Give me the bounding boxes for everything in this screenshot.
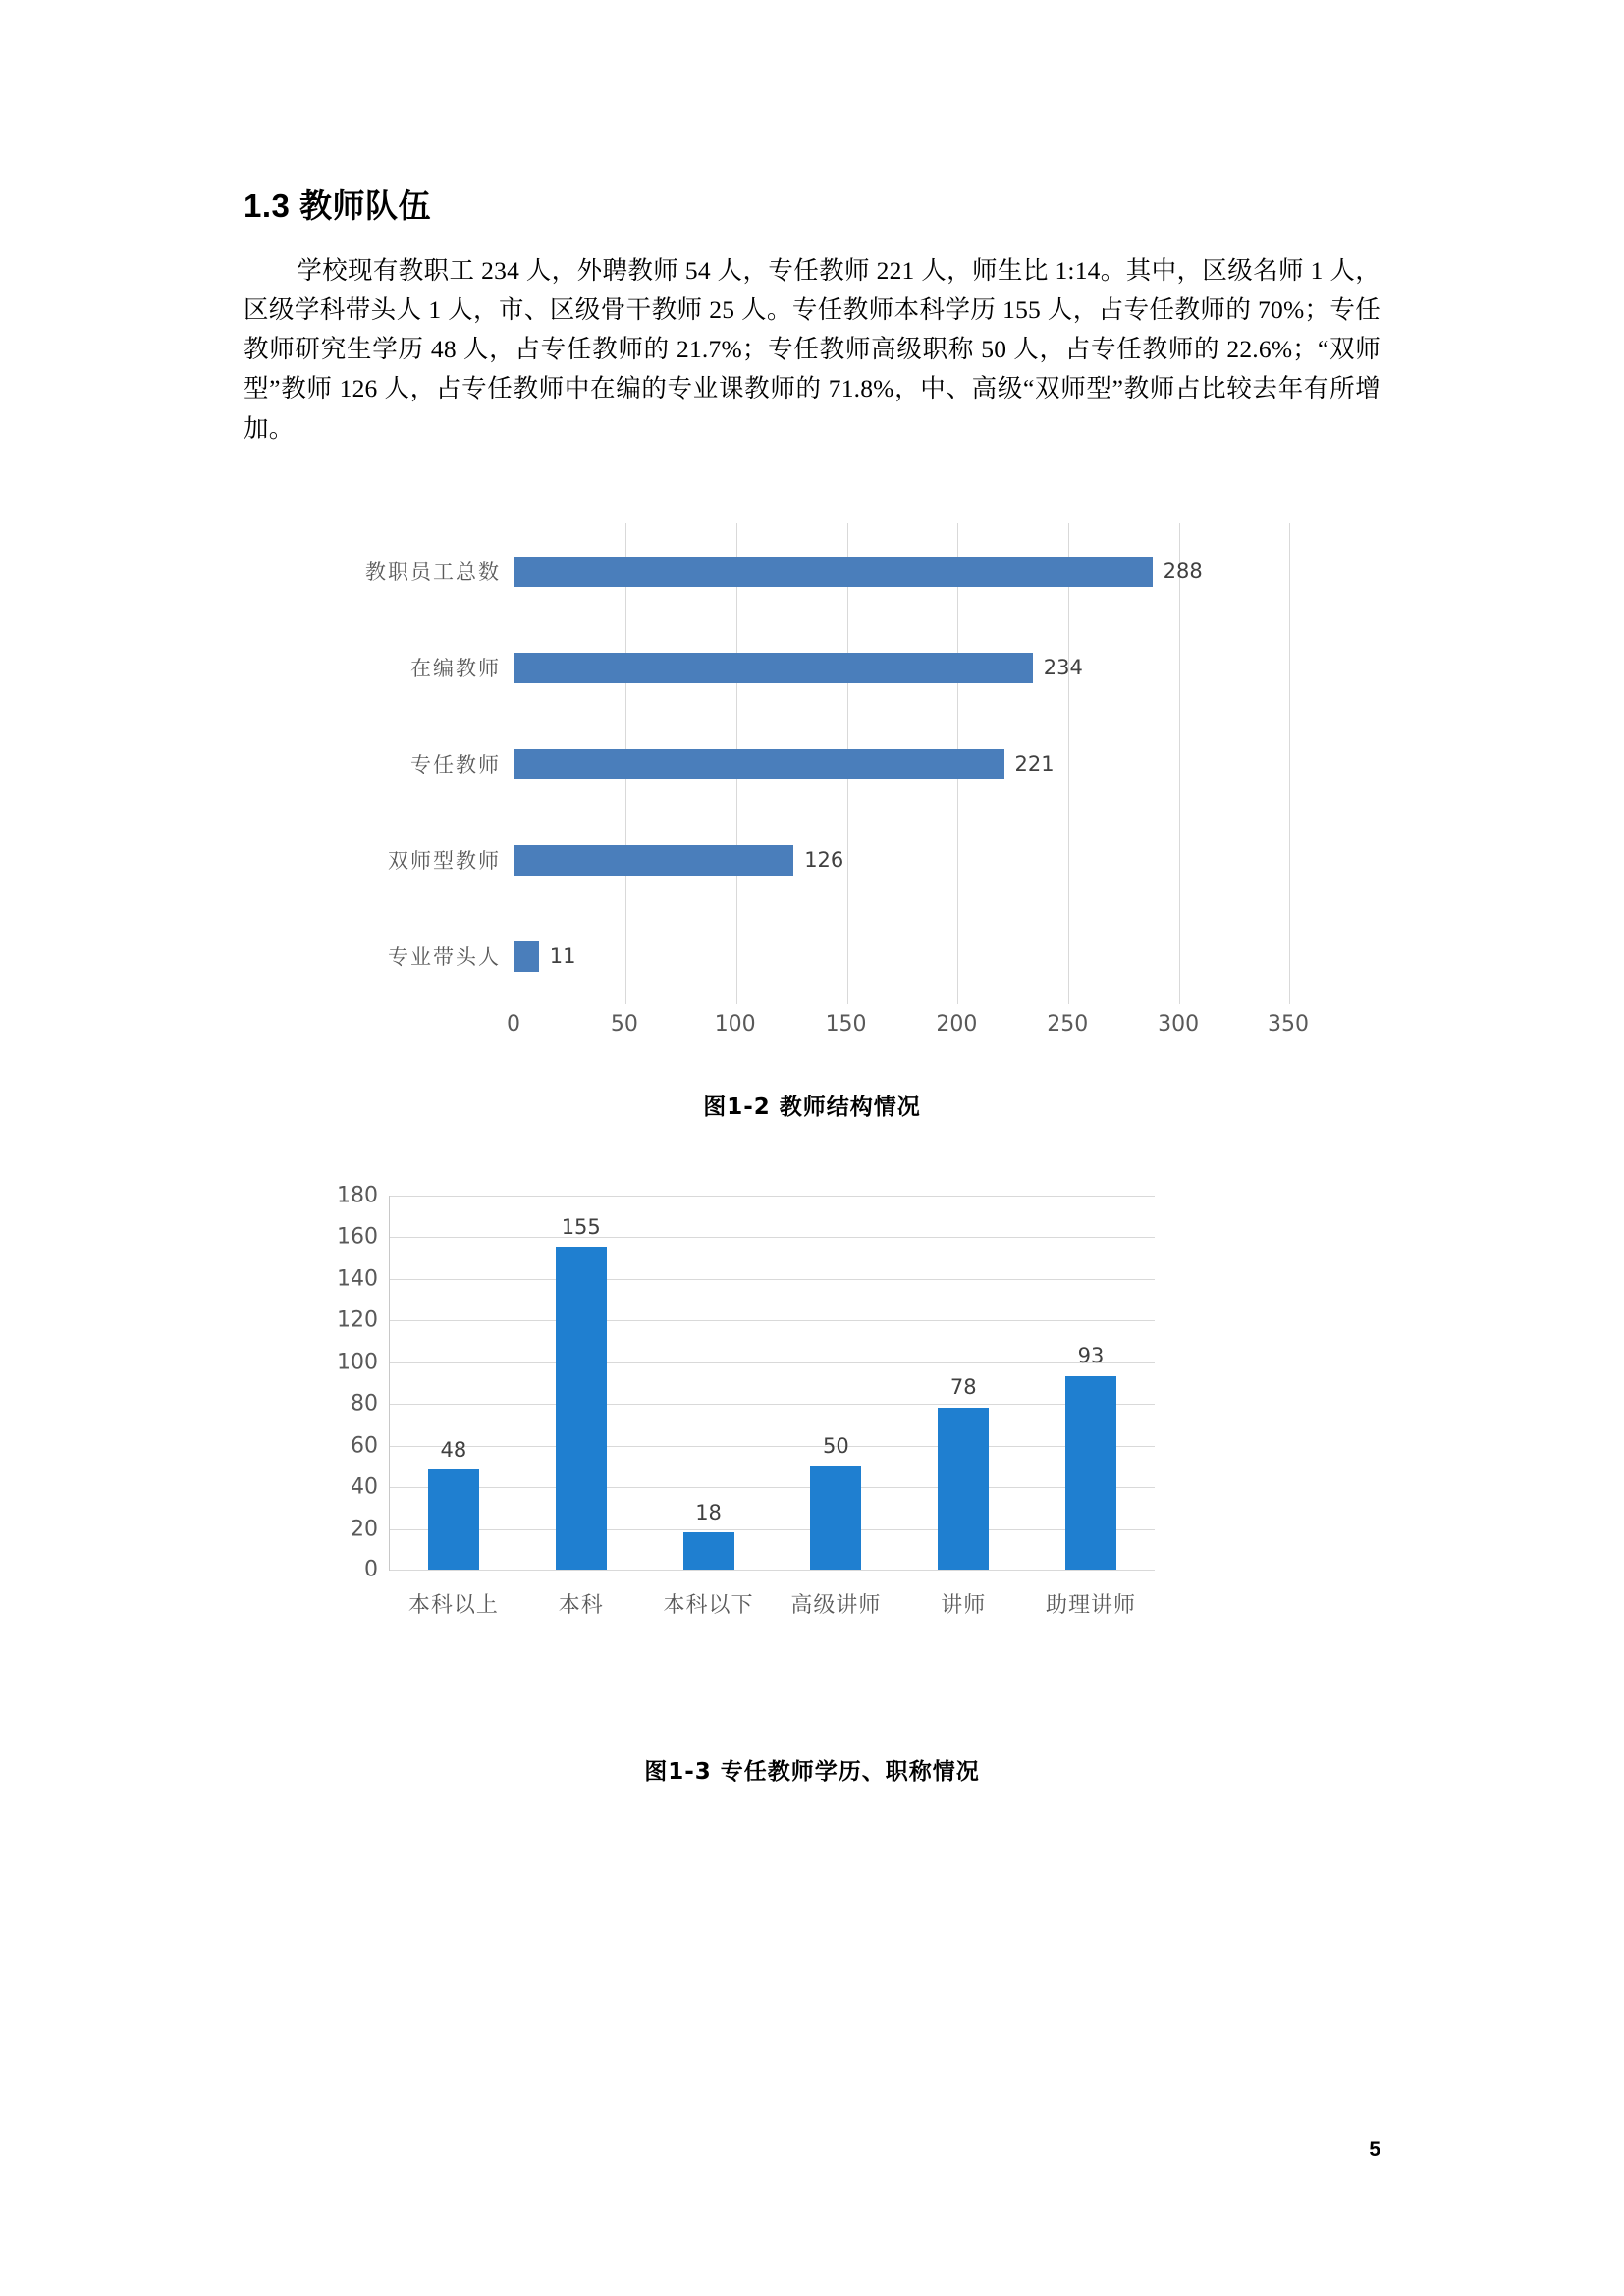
chart2-y-tick: 60 <box>351 1433 378 1459</box>
chart2-y-tick: 40 <box>351 1474 378 1500</box>
chart2-bar <box>1065 1376 1116 1570</box>
chart1-x-axis <box>507 1012 1309 1051</box>
chart2-y-tick: 120 <box>337 1308 378 1333</box>
chart1-x-tick: 150 <box>825 1012 867 1037</box>
chart1-x-tick: 200 <box>936 1012 978 1037</box>
section-heading: 1.3 教师队伍 <box>244 187 432 224</box>
chart2-y-tick: 80 <box>351 1391 378 1416</box>
chart1-value-label: 11 <box>549 944 576 968</box>
chart2-y-tick: 20 <box>351 1517 378 1542</box>
chart2-y-tick: 180 <box>337 1183 378 1208</box>
chart2-plot-area <box>337 1183 1155 1618</box>
chart1-row <box>388 812 1289 908</box>
chart2-bar <box>683 1532 734 1570</box>
chart2-bar <box>938 1408 989 1571</box>
chart1-bars <box>365 523 1289 1004</box>
chart1-row <box>388 908 1289 1004</box>
chart2-value-label: 18 <box>695 1501 722 1524</box>
chart2-value-label: 50 <box>823 1434 849 1458</box>
chart1-row <box>365 523 1289 619</box>
chart2-bars <box>390 1196 1155 1618</box>
figure-caption-1: 图1-2 教师结构情况 <box>703 1095 921 1120</box>
chart2-bar <box>810 1466 861 1570</box>
chart2-category-label: 本科以下 <box>663 1593 754 1618</box>
chart2-column <box>390 1196 517 1618</box>
chart1-x-tick: 350 <box>1268 1012 1309 1037</box>
chart-teacher-structure <box>263 509 1309 1059</box>
chart1-bar <box>514 557 1153 587</box>
chart1-row <box>410 716 1289 812</box>
chart1-value-label: 126 <box>804 848 844 872</box>
body-paragraph <box>244 251 1380 449</box>
chart2-y-tick: 0 <box>364 1557 378 1582</box>
chart1-x-tick: 0 <box>507 1012 520 1037</box>
chart1-value-label: 221 <box>1014 752 1055 775</box>
chart1-bar <box>514 653 1033 683</box>
chart2-category-label: 本科 <box>558 1593 604 1618</box>
chart1-x-tick: 250 <box>1047 1012 1089 1037</box>
chart1-value-label: 234 <box>1043 656 1083 679</box>
chart1-plot-area <box>365 523 1289 1004</box>
chart2-value-label: 155 <box>561 1215 601 1239</box>
chart2-value-label: 48 <box>440 1438 467 1462</box>
chart2-category-label: 高级讲师 <box>790 1593 882 1618</box>
chart2-value-label: 78 <box>949 1375 977 1399</box>
chart1-x-tick: 50 <box>610 1012 638 1037</box>
chart2-y-tick: 160 <box>337 1224 378 1250</box>
chart1-category-label: 教职员工总数 <box>365 561 501 584</box>
chart2-value-label: 93 <box>1077 1344 1105 1367</box>
paragraph-text: 学校现有教职工 234 人，外聘教师 54 人，专任教师 221 人，师生比 1:14。其中，区级名师 1 人，区级学科带头人 1 人，市、区级骨干教师 25 人。专任教师本科学历 155 人，占专任教师的 70%；专任教师研究生学历 48 人，占专任教师的 21.7%；专任教师高级职称 50 人，占专任教师的 22.6%；“双师型”教师 126 人，占专任教师中在编的专业课教师的 71.8%，中、高级“双师型”教师占比较去年有所增加。 <box>244 255 1380 443</box>
chart1-category-label: 专业带头人 <box>388 945 501 969</box>
chart1-category-label: 专任教师 <box>410 753 501 776</box>
chart2-column <box>772 1196 899 1618</box>
chart2-bar <box>556 1247 607 1570</box>
chart1-x-tick: 100 <box>714 1012 756 1037</box>
chart2-category-label: 讲师 <box>941 1593 987 1618</box>
page-number: 5 <box>1369 2138 1380 2161</box>
chart2-column <box>517 1196 645 1618</box>
figure-caption-2: 图1-3 专任教师学历、职称情况 <box>644 1759 980 1785</box>
chart1-bar <box>514 749 1004 779</box>
chart2-column <box>899 1196 1027 1618</box>
chart2-y-tick: 100 <box>337 1350 378 1375</box>
chart-teacher-qualification <box>263 1183 1294 1677</box>
page-content <box>244 187 1380 1786</box>
chart1-bar <box>514 941 539 972</box>
chart2-bar <box>428 1469 479 1570</box>
chart1-value-label: 288 <box>1163 560 1203 583</box>
chart2-column <box>645 1196 773 1618</box>
chart1-row <box>410 619 1289 716</box>
chart2-y-tick: 140 <box>337 1266 378 1292</box>
chart1-x-tick: 300 <box>1158 1012 1200 1037</box>
chart2-category-label: 助理讲师 <box>1046 1593 1137 1618</box>
chart2-column <box>1027 1196 1155 1618</box>
chart1-category-label: 在编教师 <box>410 657 501 680</box>
chart1-bar <box>514 845 793 876</box>
chart1-category-label: 双师型教师 <box>388 849 501 873</box>
chart2-category-label: 本科以上 <box>407 1593 499 1618</box>
